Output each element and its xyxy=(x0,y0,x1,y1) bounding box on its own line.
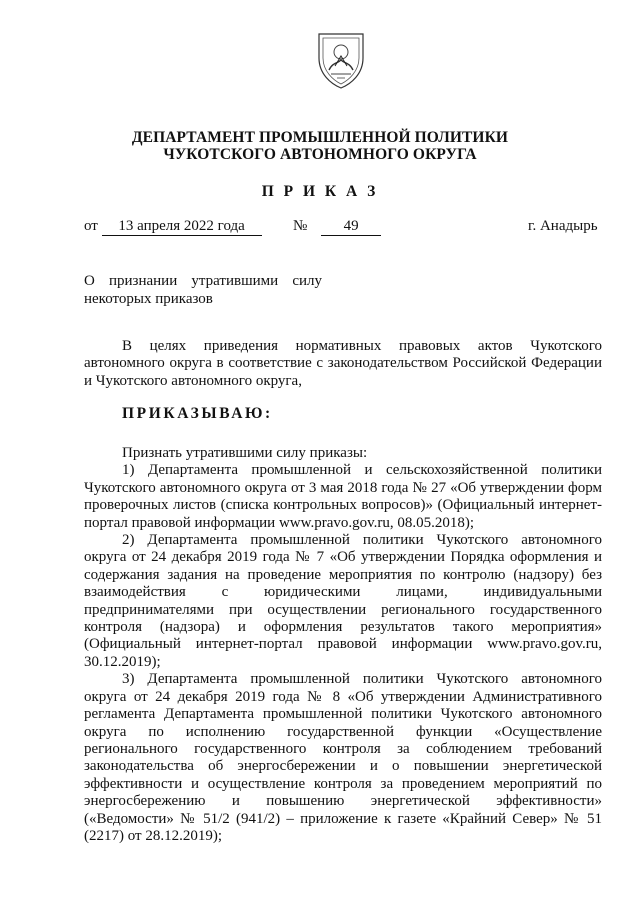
number-prefix: № xyxy=(293,218,308,234)
order-number: 49 xyxy=(321,217,381,236)
preamble: В целях приведения нормативных правовых актов Чукотского автономного округа в соответствие с законодательством Российской Федерации и Чукотского автономного округа, xyxy=(84,338,602,389)
department-name-line1: ДЕПАРТАМЕНТ ПРОМЫШЛЕННОЙ ПОЛИТИКИ xyxy=(131,129,509,146)
order-city: г. Анадырь xyxy=(528,218,598,234)
coat-of-arms-emblem xyxy=(309,28,373,92)
order-items xyxy=(84,445,602,845)
order-date: 13 апреля 2022 года xyxy=(102,217,262,236)
number-block xyxy=(293,217,381,236)
date-block xyxy=(84,217,262,236)
order-subject xyxy=(84,272,384,308)
subject-line1: О признании утратившими силу xyxy=(84,273,322,289)
order-item-3: 3) Департамента промышленной политики Чукотского автономного округа от 24 декабря 2019 года № 8 «Об утверждении Административного регламента Департамента промышленной политики Чукотского автономного округа по исполнению государственной функции «Осуществление регионального государственного контроля за соблюдением требований законодательства об энергосбережении и о повышении энергетической эффективности и осуществление контроля за проведением мероприятий по энергосбережению и повышению энергетической эффективности» («Ведомости» № 51/2 (941/2) – приложение к газете «Крайний Север» № 51 (2217) от 28.12.2019); xyxy=(84,671,602,844)
prikazyvayu-heading: ПРИКАЗЫВАЮ: xyxy=(122,405,273,422)
order-item-2: 2) Департамента промышленной политики Чукотского автономного округа от 24 декабря 2019 года № 7 «Об утверждении Порядка оформления и содержания задания на проведение мероприятия по контролю (надзору) без взаимодействия с юридическими лицами, индивидуальными предпринимателями при осуществлении регионального государственного контроля (надзора) и оформления результатов такого мероприятия» (Официальный интернет-портал правовой информации www.pravo.gov.ru, 30.12.2019); xyxy=(84,532,602,670)
order-item-1: 1) Департамента промышленной и сельскохозяйственной политики Чукотского автономного округа от 3 мая 2018 года № 27 «Об утверждении форм проверочных листов (списка контрольных вопросов)» (Официальный интернет-портал правовой информации www.pravo.gov.ru, 08.05.2018); xyxy=(84,462,602,531)
preamble-block xyxy=(84,338,602,390)
items-intro: Признать утратившими силу приказы: xyxy=(122,445,368,461)
department-title xyxy=(0,129,640,163)
order-title: П Р И К А З xyxy=(261,183,379,200)
date-prefix: от xyxy=(84,218,98,234)
department-name-line2: ЧУКОТСКОГО АВТОНОМНОГО ОКРУГА xyxy=(163,146,477,163)
subject-line2: некоторых приказов xyxy=(84,291,213,307)
